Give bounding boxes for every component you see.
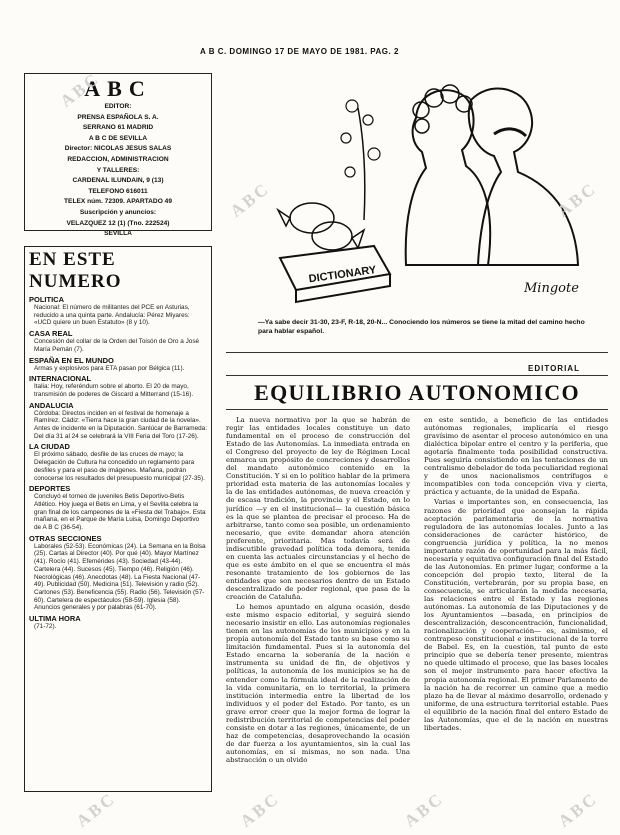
index-section-body: Córdoba: Directos inciden en el festival de homenaje a Ramírez. Cádiz: «Tierra hace la gran ciudad de la novela». Antes de incidente en la Diputación. Sanlúcar de Barrameda: Del día 31 al 24 se celebrará la VIII Feria del Toro (17-26). <box>34 409 208 440</box>
masthead-line: VELAZQUEZ 12 (1) (Tno. 222524) <box>66 219 170 227</box>
masthead-line: Y TALLERES: <box>96 166 140 174</box>
editorial-label: EDITORIAL <box>528 364 580 373</box>
index-section <box>29 442 207 482</box>
cartoon-woman-curls <box>413 85 472 133</box>
index-section-title: LA CIUDAD <box>29 442 70 452</box>
index-section-title: INTERNACIONAL <box>29 374 92 384</box>
index-box <box>24 246 212 792</box>
editorial-column-1 <box>226 416 410 814</box>
index-section <box>29 356 207 373</box>
index-section-title: OTRAS SECCIONES <box>29 533 102 543</box>
masthead-line: Suscripción y anuncios: <box>79 208 157 216</box>
cartoon-mustached-man <box>469 89 578 265</box>
cartoon-parrot-birds <box>278 203 364 250</box>
page-header: A B C. DOMINGO 17 DE MAYO DE 1981. PAG. 2 <box>200 47 399 56</box>
index-section <box>29 484 207 532</box>
masthead-line: A B C DE SEVILLA <box>88 134 148 142</box>
index-section-title: DEPORTES <box>29 484 71 494</box>
cartoon-flower-plant <box>358 108 365 220</box>
index-section <box>29 614 207 631</box>
index-section-body: Laborales (52-53). Económicas (24). La Semana en la Bolsa (25). Cartas al Director (40). Por qué (40). Mayor Martínez (41). Rocío (41). Efemérides (43). Sociedad (43-44). Cartelera (44). Sucesos (45). Tiempo (46). Religión (46). Necrológicas (46). Anecdotas (48). La Fiesta Nacional (47-49). Publicidad (50). Medicina (51). Televisión y radio (52). Cartones (53). Beneficencia (55). Radio (56). Televisión (57-60). Cartelera de espectáculos (58-59). Iglesia (58). Anuncios generales y por palabras (61-70). <box>34 542 206 612</box>
divider <box>226 409 608 410</box>
masthead-line: TELEX núm. 72309. APARTADO 49 <box>64 198 172 206</box>
abc-watermark: ABC <box>56 68 104 111</box>
masthead-line: TELEFONO 616011 <box>88 187 148 195</box>
masthead-line: EDITOR: <box>104 103 132 110</box>
index-section-title: ANDALUCIA <box>29 400 74 410</box>
editorial-paragraph: en este sentido, a beneficio de las entidades autónomas regionales, implicaría el riesgo gravísimo de asentar el proceso autonómico en una dialéctica bipolar entre el centro y la periferia, que agotaría finalmente toda posibilidad constructiva. Pues seguiría consistiendo en las tentaciones de un centralismo debelador de toda peculiaridad regional y de unos nacionalismos centrífugos e incompatibles con toda concepción viva y cierta, práctica y actuante, de la unidad de España. <box>424 416 608 497</box>
index-title: EN ESTE NUMERO <box>29 249 122 292</box>
index-section <box>29 295 207 327</box>
cartoon-mustache <box>494 129 526 136</box>
divider <box>226 375 608 376</box>
masthead-line: SEVILLA <box>104 230 132 238</box>
cartoon-book-label: DICTIONARY <box>308 264 378 286</box>
index-section-title: POLITICA <box>29 295 64 304</box>
masthead-line: REDACCION, ADMINISTRACION <box>67 155 169 163</box>
index-section <box>29 534 207 612</box>
index-section-body: Concesión del collar de la Orden del Toisón de Oro a José María Pemán (7). <box>34 338 200 353</box>
index-section <box>29 329 207 353</box>
index-section-body: Italia: Hoy, referéndum sobre el aborto. El 20 de mayo, transmisión de poderes de Giscard a Mitterrand (15-16). <box>34 383 194 398</box>
cartoon-signature: Mingote <box>524 281 579 296</box>
masthead-line: PRENSA ESPAÑOLA S. A. <box>77 113 159 121</box>
masthead-line: CARDENAL ILUNDAIN, 9 (13) <box>72 177 164 185</box>
index-section-body: El próximo sábado, desfile de las cruces de mayo; la Delegación de Cultura ha concedido un reglamento para desfiles y para el paso de imágenes. Mañana, podrán conocerse los resultados del presupuesto municipal (27-35). <box>34 451 205 482</box>
cartoon-illustration <box>226 60 608 316</box>
index-section-title: ULTIMA HORA <box>29 614 81 624</box>
cartoon-dictionary-book <box>280 246 390 302</box>
index-section-body: Armas y explosivos para ETA pasan por Bélgica (11). <box>34 364 185 372</box>
cartoon-flower-blooms <box>341 100 380 177</box>
abc-watermark: ABC <box>400 788 448 831</box>
masthead-line: SERRANO 61 MADRID <box>82 124 154 132</box>
masthead-line: Director: NICOLAS JESUS SALAS <box>64 145 172 153</box>
index-section-title: CASA REAL <box>29 329 73 339</box>
editorial-paragraph: Lo hemos apuntado en alguna ocasión, desde este mismo espacio editorial, y seguirá siendo necesario insistir en ello. Las autonomías regionales tienen en las autonomías de los municipios y en la propia autonomía del Estado tanto su base como su limitación fundamental. Pues si la autonomía del Estado encarna la soberanía de la nación e instrumenta su unidad de fin, de objetivos y políticas, la autonomía de los municipios se ha de entender como la fórmula ideal de la realización de la vida comunitaria, en lo territorial, la primera institución intermedia entre la libertad de los individuos y el poder del Estado. Por tanto, es un grave error creer que la mejor forma de lograr la redistribución territorial de competencias del poder consiste en dotar a las regiones, únicamente, de un haz de competencias, desaprovechando la ocasión de dar fuerza a los ayuntamientos, sin la cual las autonomías, en sí mismas, no son nada. Una abstracción o un olvido <box>226 603 410 764</box>
editorial-paragraph: La nueva normativa por la que se habrán de regir las entidades locales constituye un dato fundamental en el proceso de construcción del Estado de las Autonomías. La inmediata entrada en el Congreso del proyecto de ley de Régimen Local enmarca un propósito de concreciones y desarrollos del mandato autonómico contenido en la Constitución. Y si en lo político hablar de la primera prioridad esta materia de las autonomías locales y la de las entidades autónomas, de nueva creación y de escasa tradición, la provincia y el Estado, en lo jurídico —y en el institucional— la cuestión básica es la que se plantea de precisar el proceso. Ha de arbitrarse, tanto como sea posible, un ordenamiento necesario, que evite demandar ahora atención preferente, prioritaria. Mas todavía será de indiscutible gravedad política toda demora, tenida en cuenta las actuales circunstancias y el hecho de que es este ámbito en el que se encuentra el más resonante tratamiento de los gobiernos de las entidades que son necesarios dentro de un Estado descentralizado de poder regional, que pasa de la creación de Cataluña. <box>226 416 410 602</box>
divider <box>226 352 608 353</box>
index-section <box>29 374 207 398</box>
abc-watermark: ABC <box>236 788 284 831</box>
index-section-body: (71-72). <box>34 623 57 631</box>
index-section-title: ESPAÑA EN EL MUNDO <box>29 355 114 365</box>
masthead-box <box>24 73 212 238</box>
cartoon-caption: —Ya sabe decir 31-30, 23-F, R-18, 20-N... Conociendo los números se tiene la mitad del camino hecho para hablar español. <box>258 319 585 335</box>
index-section-body: Concluyó el torneo de juveniles Betis Deportivo-Betis Atlético. Hoy juega el Betis en Lima, y el Sevilla celebra la gran final de los campeones de la «Fiesta del Trabajo». Esta mañana, en el Parque de María Luisa, Domingo Deportivo de A B C (36-54). <box>34 493 206 532</box>
editorial-paragraph: Varias e importantes son, en consecuencia, las razones de prioridad que aconsejan la rápida aceptación parlamentaria de la normativa reguladora de las autonomías locales. Junto a las consideraciones de carácter histórico, de congruencia jurídica y política, la no menos importante razón de oportunidad para la más fácil, necesaria y equitativa configuración final del Estado de las Autonomías. En primer lugar, conforme a la concepción del propio texto, literal de la Constitución, vertebrarán, por su propia base, en consecuencia, se articularán la medida necesaria, las relaciones entre el Estado y las regiones autónomas. La autonomía de las Diputaciones y de los Ayuntamientos —basada, en principios de descentralización, desconcentración, funcionalidad, racionalización y cooperación— es, asimismo, el contrapeso constitucional e institucional de la torre de Babel. Es, en la cuestión, tal punto de este principio que se debería tener presente, mientras no quede ultimado el proceso, que las bases locales son el mejor instrumento para hacer efectiva la propia autonomía regional. El primer Parlamento de la nación ha de recorrer un camino que a medio plazo ha de llevar al máximo desarrollo, ordenado y uniforme, de una estructura territorial estable. Pues el equilibrio de la nación final del entero Estado de las Autonomías, que el de la nación en nuestras libertades. <box>424 498 608 732</box>
index-section <box>29 401 207 441</box>
editorial-column-2 <box>424 416 608 814</box>
masthead-logo: ABC <box>84 76 152 101</box>
editorial-headline: EQUILIBRIO AUTONOMICO <box>254 380 580 405</box>
abc-watermark: ABC <box>226 178 274 221</box>
abc-watermark: ABC <box>553 178 601 221</box>
abc-watermark: ABC <box>554 788 602 831</box>
index-section-body: Nacional: El número de militantes del PCE en Asturias, reducido a una quinta parte. Andalucía: Pérez Miyares: «UCD quiere un buen Estatuto» (8 y 10). <box>34 304 190 327</box>
abc-watermark: ABC <box>72 788 120 831</box>
cartoon-curly-haired-woman <box>406 90 490 265</box>
